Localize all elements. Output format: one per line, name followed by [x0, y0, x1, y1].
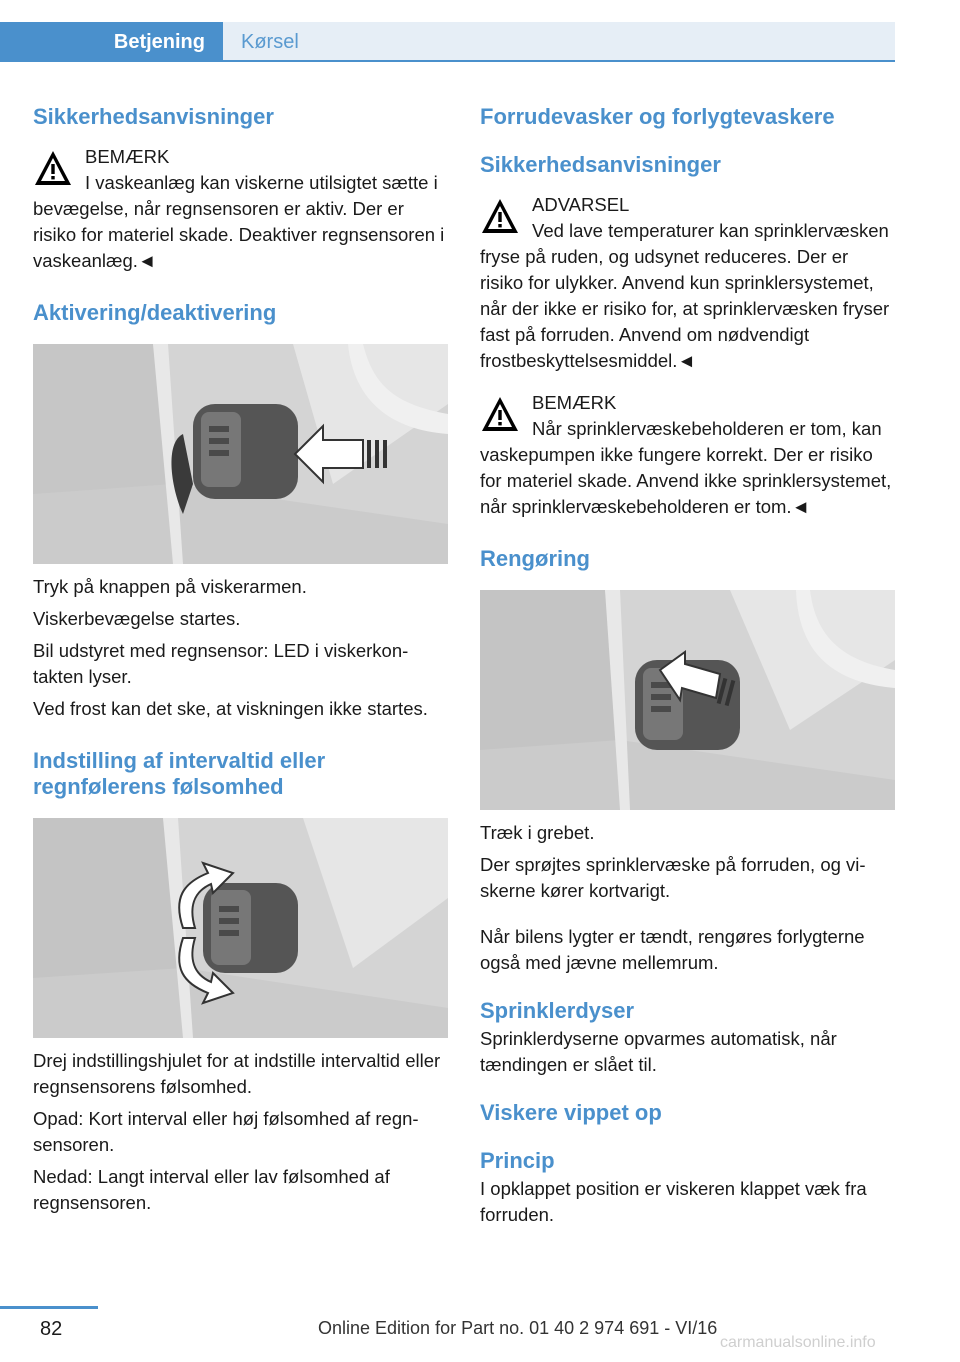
text-headlight-clean: Når bilens lygter er tændt, rengøres forlygterne også med jævne mellemrum. [480, 926, 865, 973]
text-down: Nedad: Langt interval eller lav følsomhed af regnsensoren. [33, 1166, 390, 1213]
text-frost-note: Ved frost kan det ske, at viskningen ikke startes. [33, 698, 428, 719]
interval-wheel-illustration [33, 818, 448, 1038]
warning-triangle-icon [480, 196, 520, 236]
tab-korsel[interactable]: Kørsel [223, 22, 895, 62]
figure-interval-wheel [33, 818, 448, 1038]
heading-activation: Aktivering/deaktivering [33, 300, 277, 325]
wiper-button-illustration [33, 344, 448, 564]
heading-principle: Princip [480, 1148, 555, 1173]
figure-pull-lever [480, 590, 895, 810]
text-rain-sensor-led: Bil udstyret med regnsensor: LED i viskerkontakten lyser. [33, 640, 409, 687]
warning-triangle-icon [33, 148, 73, 188]
warning-block [480, 192, 895, 374]
text-wiping-starts: Viskerbevægelse startes. [33, 608, 241, 629]
notice-text: I vaskeanlæg kan viskerne utilsigtet sætte i bevægelse, når regnsensoren er aktiv. Der er risiko for materiel skade. Deaktiver regnsensoren i vaskeanlæg.◄ [33, 172, 445, 271]
warning-title: ADVARSEL [532, 194, 630, 215]
heading-nozzles: Sprinklerdyser [480, 998, 635, 1023]
heading-safety-right: Sikkerhedsanvisninger [480, 152, 721, 177]
pull-lever-illustration [480, 590, 895, 810]
notice-block-right [480, 390, 895, 520]
text-turn-wheel: Drej indstillingshjulet for at indstille intervaltid eller regnsensorens følsomhed. [33, 1050, 441, 1097]
text-up: Opad: Kort interval eller høj følsomhed af regnsensoren. [33, 1108, 419, 1155]
left-column [33, 100, 448, 1216]
page-number: 82 [40, 1318, 63, 1340]
heading-safety: Sikkerhedsanvisninger [33, 104, 274, 129]
heading-cleaning: Rengøring [480, 546, 590, 571]
right-column [480, 100, 895, 1228]
edition-text: Online Edition for Part no. 01 40 2 974 691 - VI/16 [318, 1318, 718, 1338]
notice-title: BEMÆRK [85, 146, 170, 167]
warning-triangle-icon [480, 394, 520, 434]
footer-divider [0, 1306, 98, 1309]
text-spray: Der sprøjtes sprinklervæske på forruden, og viskerne kører kortvarigt. [480, 854, 866, 901]
text-principle: I opklappet position er viskeren klappet væk fra forruden. [480, 1178, 867, 1225]
heading-wipers-up: Viskere vippet op [480, 1100, 662, 1125]
warning-text: Ved lave temperaturer kan sprinklervæsken fryse på ruden, og udsynet reduceres. Der er risiko for ulykker. Anvend kun sprinklersystemet, når der ikke er risiko for, at sprinklervæsken fryser fast på forruden. Anvend om nødvendigt frostbeskyttelsesmiddel.◄ [480, 220, 890, 371]
heading-interval: Indstilling af intervaltid eller regnfølerens følsomhed [33, 748, 326, 799]
text-nozzles: Sprinklerdyserne opvarmes automatisk, når tændingen er slået til. [480, 1028, 837, 1075]
heading-washer: Forrudevasker og forlygtevaskere [480, 104, 835, 129]
text-press-button: Tryk på knappen på viskerarmen. [33, 576, 307, 597]
header-divider [0, 60, 895, 62]
notice-block [33, 144, 448, 274]
tab-betjening[interactable]: Betjening [0, 22, 223, 62]
text-pull-lever: Træk i grebet. [480, 822, 595, 843]
notice-text-right: Når sprinklervæskebeholderen er tom, kan vaskepumpen ikke fungere korrekt. Der er risiko for materiel skade. Anvend ikke sprinklersystemet, når sprinklervæskebeholderen er tom.◄ [480, 418, 892, 517]
notice-title-right: BEMÆRK [532, 392, 617, 413]
figure-wiper-button [33, 344, 448, 564]
watermark: carmanualsonline.info [720, 1334, 876, 1351]
header-tabs [0, 22, 895, 62]
